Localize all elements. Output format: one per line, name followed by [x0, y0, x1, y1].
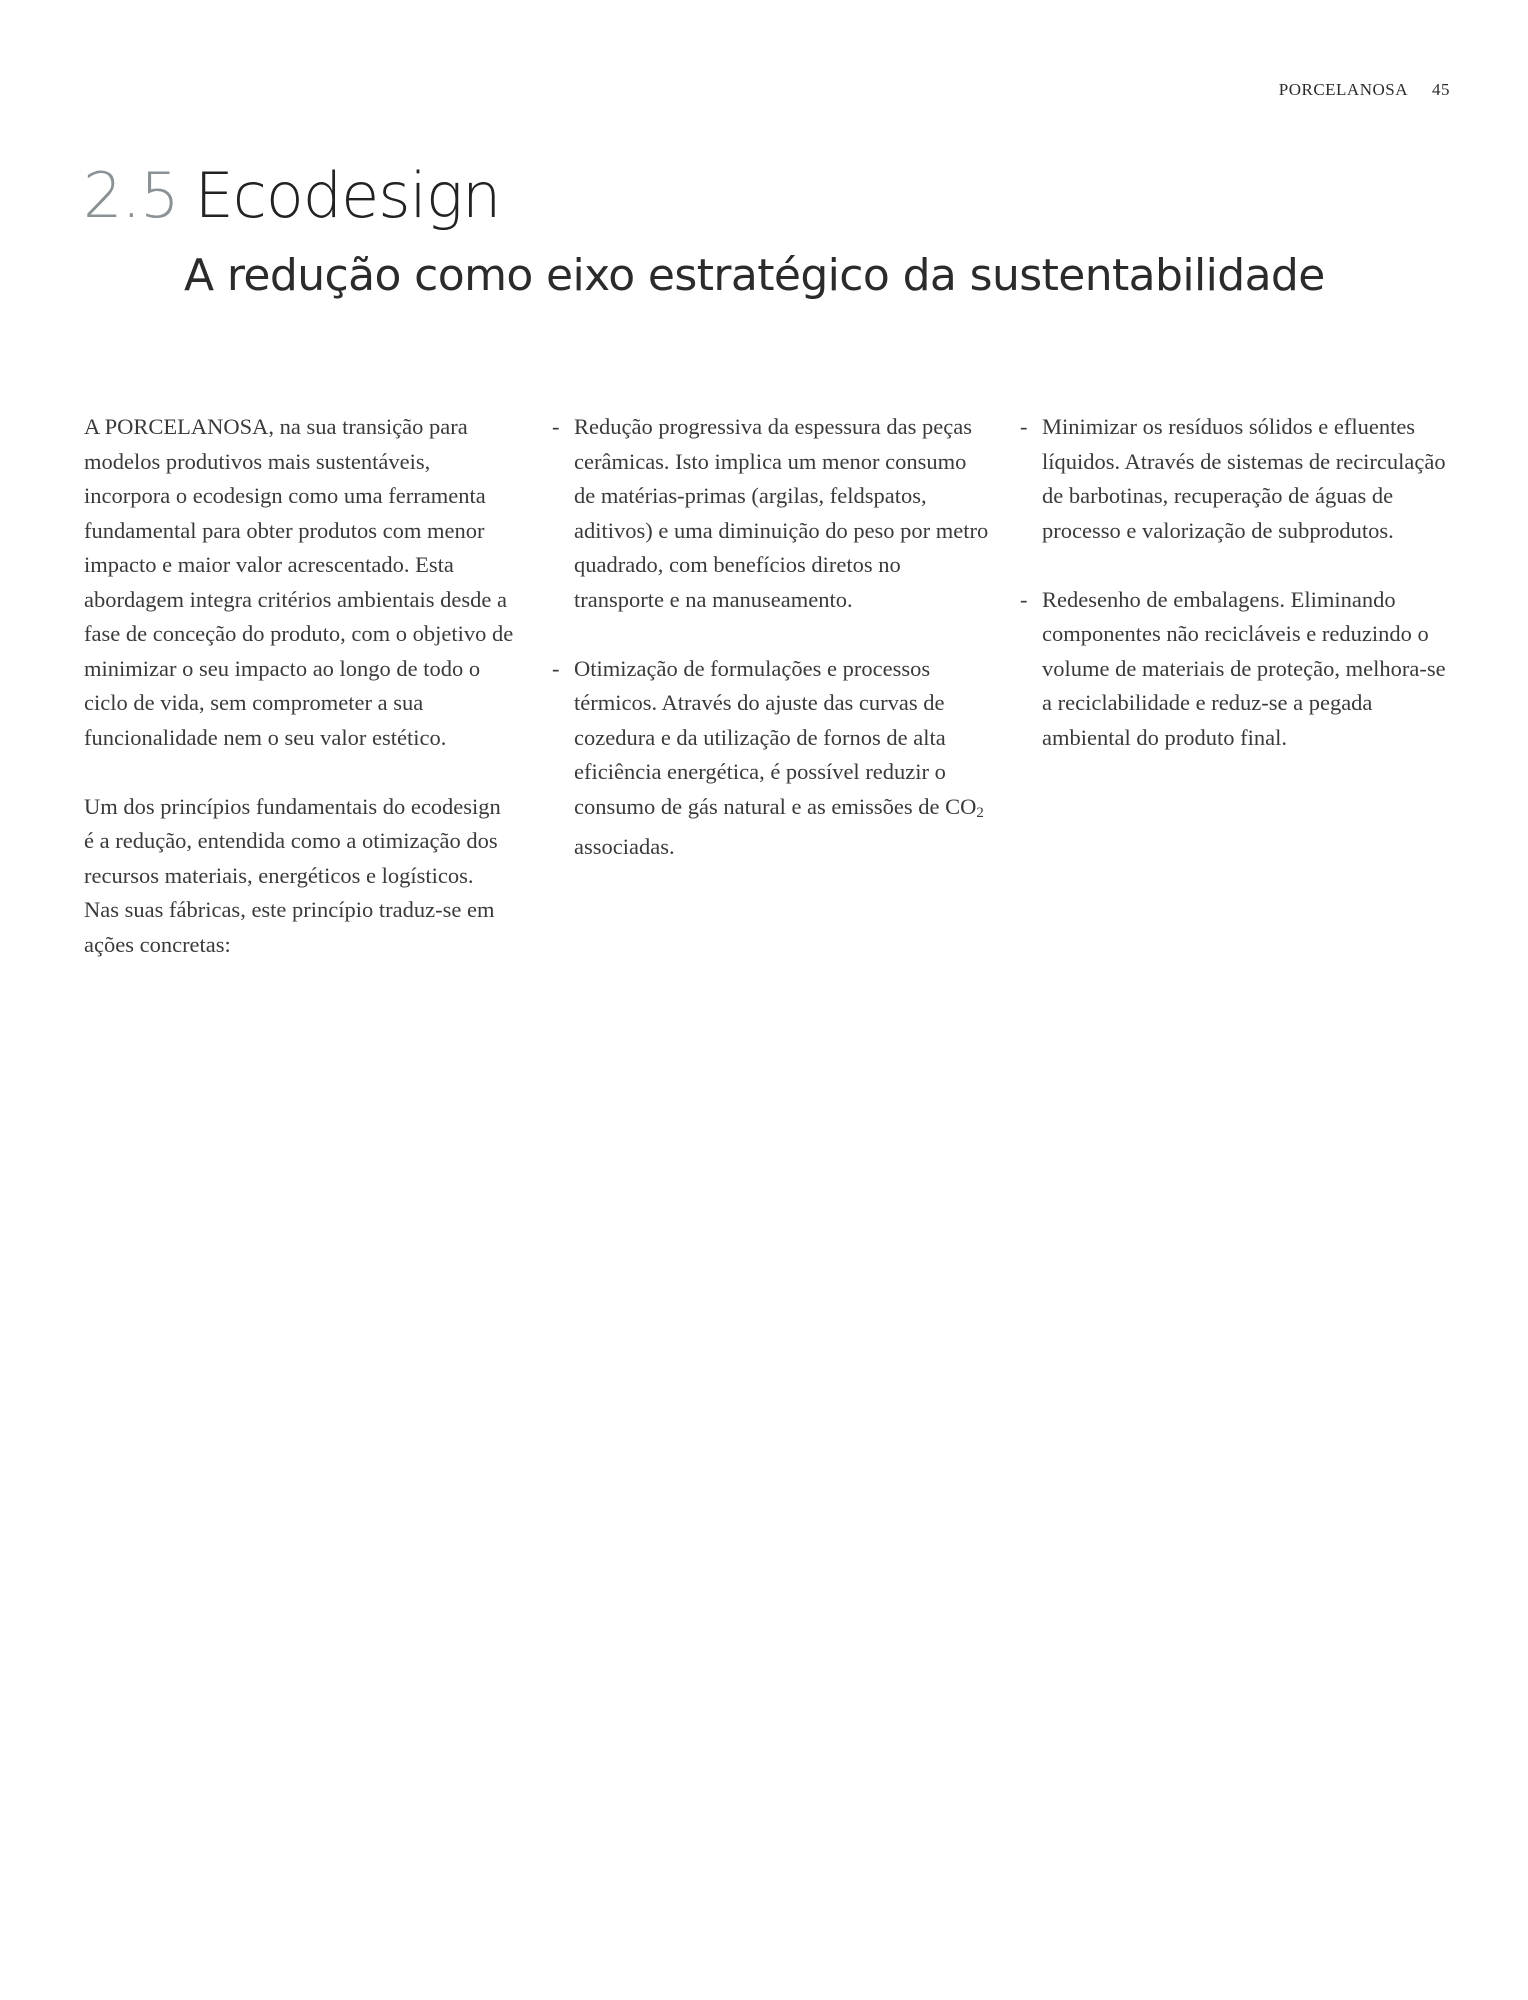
text-column-1 — [84, 410, 514, 997]
page-subtitle: A redução como eixo estratégico da sustentabilidade — [184, 250, 1325, 301]
text-column-3 — [1020, 410, 1460, 790]
running-head — [1279, 80, 1450, 100]
section-number: 2.5 — [83, 159, 179, 232]
bullet-text — [574, 652, 992, 865]
bullet-dash: - — [1020, 586, 1028, 612]
bullet-text: Minimizar os resíduos sólidos e efluentes líquidos. Através de sistemas de recirculação de barbotinas, recuperação de águas de processo e valorização de subprodutos. — [1042, 414, 1446, 543]
page-title: Ecodesign — [194, 159, 501, 232]
bullet-dash: - — [552, 655, 560, 681]
text-column-2 — [552, 410, 992, 899]
bullet-text-end: associadas. — [574, 834, 675, 859]
reduction-paragraph: Um dos princípios fundamentais do ecodesign é a redução, entendida como a otimização dos recursos materiais, energéticos e logísticos. Nas suas fábricas, este princípio traduz-se em ações concretas: — [84, 793, 501, 957]
list-item — [1020, 583, 1460, 756]
bullet-dash: - — [552, 414, 560, 439]
bullet-text: Redesenho de embalagens. Eliminando componentes não recicláveis e reduzindo o volume de materiais de proteção, melhora-se a reciclabilidade e reduz-se a pegada ambiental do produto final. — [1042, 586, 1446, 750]
list-item — [552, 652, 992, 865]
intro-paragraph: A PORCELANOSA, na sua transição para modelos produtivos mais sustentáveis, incorpora o ecodesign como uma ferramenta fundamental para obter produtos com menor impacto e maior valor acrescentado. Esta abordagem integra critérios ambientais desde a fase de conceção do produto, com o objetivo de minimizar o seu impacto ao longo de todo o ciclo de vida, sem comprometer a sua funcionalidade nem o seu valor estético. — [84, 414, 514, 750]
list-item — [552, 410, 992, 617]
bullet-text: Redução progressiva da espessura das peças cerâmicas. Isto implica um menor consumo de matérias-primas (argilas, feldspatos, aditivos) e uma diminuição do peso por metro quadrado, com benefícios diretos no transporte e na manuseamento. — [574, 414, 989, 612]
co2-subscript: 2 — [976, 804, 984, 821]
bullet-text-main: Otimização de formulações e processos térmicos. Através do ajuste das curvas de cozedura e da utilização de fornos de alta eficiência energética, é possível reduzir o consumo de gás natural e as emissões de CO — [574, 655, 977, 819]
section-heading — [83, 159, 501, 232]
page-number: 45 — [1432, 80, 1450, 99]
brand-name: PORCELANOSA — [1278, 80, 1408, 99]
bullet-dash: - — [1020, 414, 1028, 439]
list-item — [1020, 410, 1460, 548]
